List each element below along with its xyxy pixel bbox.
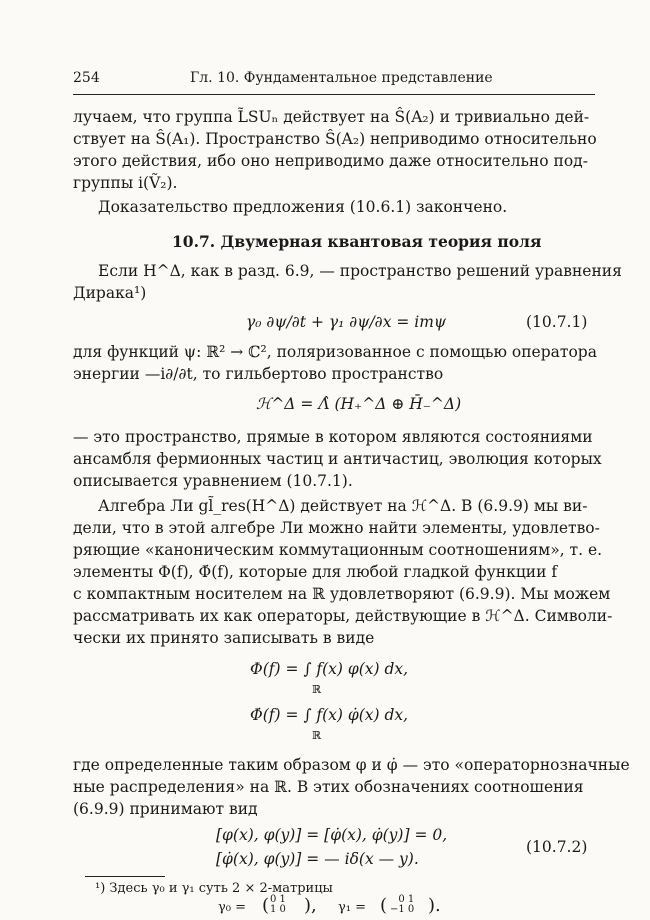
header-rule: [73, 94, 595, 95]
text-line: для функций ψ: ℝ² → ℂ², поляризованное с помощью оператора: [73, 343, 597, 361]
gamma1-matrix: [390, 895, 414, 915]
equation-commutator-1: [φ(x), φ(y)] = [φ̇(x), φ̇(y)] = 0,: [216, 826, 448, 844]
page-number: 254: [73, 70, 100, 86]
gamma0-label: γ₀ =: [218, 900, 247, 915]
equation-phi: Φ(f) = ∫ f(x) φ(x) dx,: [250, 660, 409, 678]
text-line: — это пространство, прямые в котором являются состояниями: [73, 428, 593, 446]
text-line: ные распределения» на ℝ. В этих обозначениях соотношения: [73, 778, 584, 796]
matrix-bracket-right: ).: [428, 895, 441, 916]
footnote-rule: [85, 876, 165, 877]
text-line: описывается уравнением (10.7.1).: [73, 472, 353, 490]
integral-domain: ℝ: [312, 683, 322, 696]
text-line: чески их принято записывать в виде: [73, 629, 375, 647]
equation-phi-dot: Φ̇(f) = ∫ f(x) φ̇(x) dx,: [250, 706, 409, 724]
equation-number: (10.7.2): [526, 838, 588, 856]
footnote-text: ¹) Здесь γ₀ и γ₁ суть 2 × 2-матрицы: [95, 881, 333, 896]
text-line: группы i(Ṽ₂).: [73, 174, 178, 192]
equation-dirac: γ₀ ∂ψ/∂t + γ₁ ∂ψ/∂x = imψ: [246, 313, 447, 331]
gamma0-matrix: [270, 895, 286, 915]
gamma1-label: γ₁ =: [338, 900, 367, 915]
text-line: (6.9.9) принимают вид: [73, 800, 258, 818]
matrix-bracket-left: (: [380, 895, 388, 916]
text-line: ствует на Ŝ(A₁). Пространство Ŝ(A₂) неприводимо относительно: [73, 130, 597, 148]
text-line: дели, что в этой алгебре Ли можно найти элементы, удовлетво-: [73, 519, 600, 537]
text-line: энергии —i∂/∂t, то гильбертово пространство: [73, 365, 444, 383]
text-line: Алгебра Ли gl̃_res(H^Δ) действует на ℋ^Δ. В (6.9.9) мы ви-: [98, 497, 588, 515]
text-line: ряющие «каноническим коммутационным соотношениям», т. е.: [73, 541, 603, 559]
running-title: Гл. 10. Фундаментальное представление: [190, 70, 493, 86]
equation-number: (10.7.1): [526, 313, 588, 331]
matrix-bracket-right: ),: [304, 895, 317, 916]
matrix-row: 0 1: [270, 894, 286, 905]
text-line: этого действия, ибо оно неприводимо даже относительно под-: [73, 152, 588, 170]
text-line: где определенные таким образом φ и φ̇ — это «операторнозначные: [73, 756, 630, 774]
matrix-row: 0 1: [398, 894, 415, 905]
text-line: с компактным носителем на ℝ удовлетворяют (6.9.9). Мы можем: [73, 585, 611, 603]
equation-hilbert-space: ℋ^Δ = Λ̂ (H₊^Δ ⊕ H̄₋^Δ): [256, 395, 462, 413]
proof-end-line: Доказательство предложения (10.6.1) закончено.: [98, 198, 508, 216]
equation-commutator-2: [φ̇(x), φ(y)] = — iδ(x — y).: [216, 850, 419, 868]
section-title: 10.7. Двумерная квантовая теория поля: [172, 232, 542, 251]
text-line: Если H^Δ, как в разд. 6.9, — пространство решений уравнения: [98, 262, 622, 280]
matrix-row: −1 0: [390, 904, 415, 915]
text-line: лучаем, что группа L̃SUₙ действует на Ŝ(A₂) и тривиально дей-: [73, 108, 590, 126]
matrix-row: 1 0: [270, 904, 286, 915]
text-line: Дирака¹): [73, 284, 147, 302]
text-line: элементы Φ(f), Φ̇(f), которые для любой гладкой функции f: [73, 563, 558, 581]
text-line: ансамбля фермионных частиц и античастиц, эволюция которых: [73, 450, 602, 468]
integral-domain: ℝ: [312, 729, 322, 742]
text-line: рассматривать их как операторы, действующие в ℋ^Δ. Символи-: [73, 607, 613, 625]
matrix-bracket-left: (: [262, 895, 270, 916]
